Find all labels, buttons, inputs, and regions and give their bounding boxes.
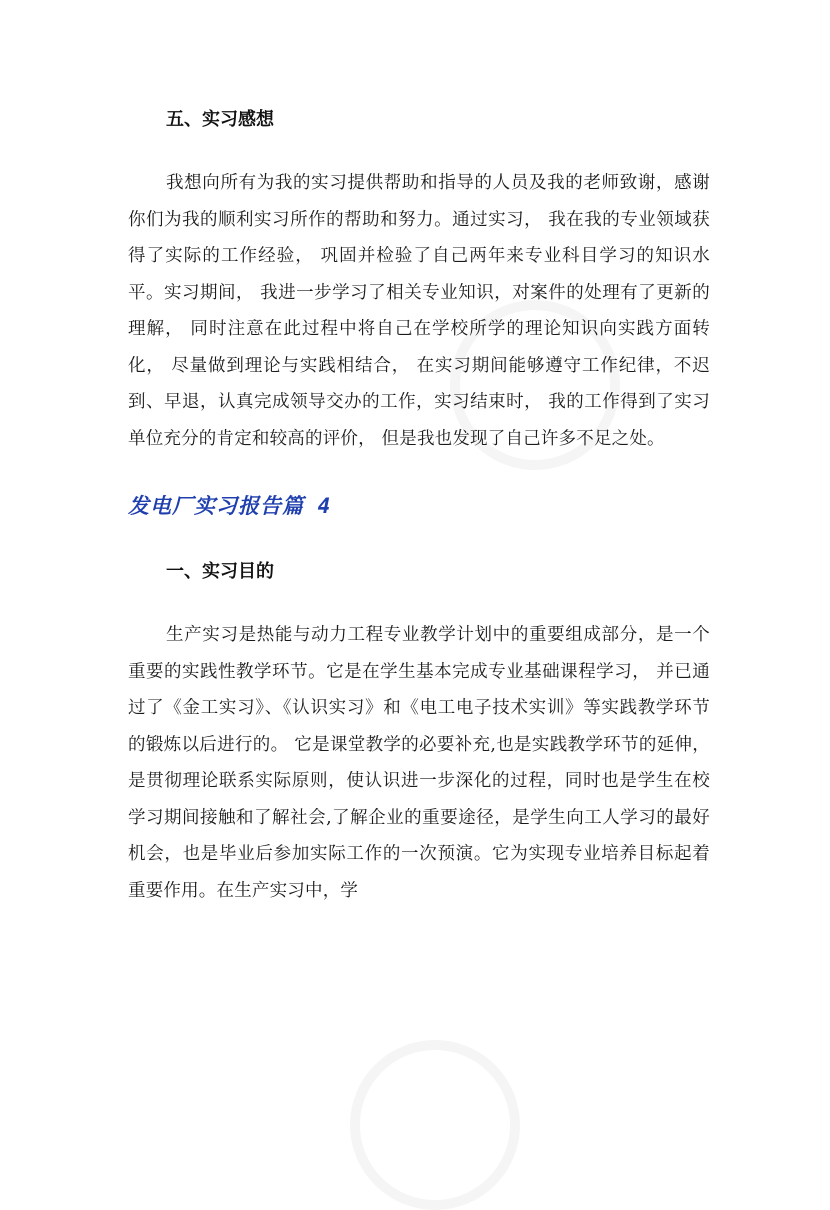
watermark-circle bbox=[350, 1040, 520, 1210]
section-heading-purpose: 一、实习目的 bbox=[166, 561, 274, 582]
document-body bbox=[128, 102, 710, 909]
paragraph-reflections: 我想向所有为我的实习提供帮助和指导的人员及我的老师致谢，感谢你们为我的顺利实习所作的帮助和努力。通过实习， 我在我的专业领域获得了实际的工作经验， 巩固并检验了自己两年来专业科目学习的知识水平。实习期间， 我进一步学习了相关专业知识，对案件的处理有了更新的理解， 同时注意在此过程中将自己在学校所学的理论知识向实践方面转化， 尽量做到理论与实践相结合， 在实习期间能够遵守工作纪律，不迟到、早退，认真完成领导交办的工作，实习结束时， 我的工作得到了实习单位充分的肯定和较高的评价， 但是我也发现了自己许多不足之处。 bbox=[128, 173, 710, 449]
section-heading-reflections: 五、实习感想 bbox=[166, 109, 274, 130]
paragraph-purpose: 生产实习是热能与动力工程专业教学计划中的重要组成部分，是一个重要的实践性教学环节。它是在学生基本完成专业基础课程学习， 并已通过了《金工实习》、《认识实习》和《电工电子技术实训》等实践教学环节的锻炼以后进行的。 它是课堂教学的必要补充,也是实践教学环节的延伸，是贯彻理论联系实际原则，使认识进一步深化的过程，同时也是学生在校学习期间接触和了解社会,了解企业的重要途径，是学生向工人学习的最好机会，也是毕业后参加实际工作的一次预演。它为实现专业培养目标起着重要作用。在生产实习中，学 bbox=[128, 625, 710, 901]
chapter-title: 发电厂实习报告篇 4 bbox=[128, 494, 332, 518]
